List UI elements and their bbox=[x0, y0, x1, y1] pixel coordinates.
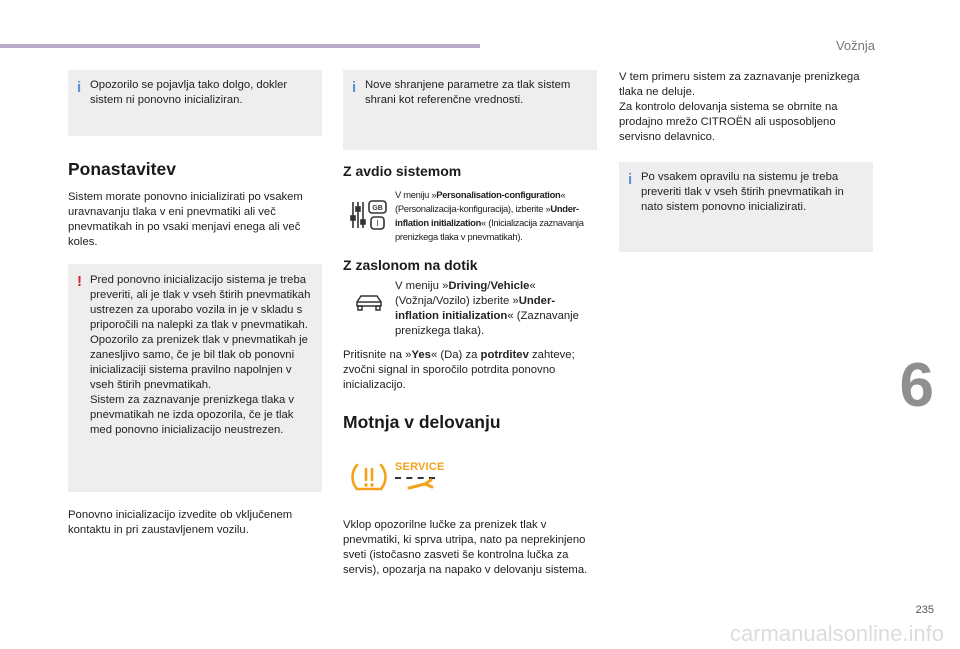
column-1 bbox=[68, 70, 322, 538]
column-2 bbox=[343, 70, 597, 578]
page-number: 235 bbox=[915, 604, 934, 616]
car-icon bbox=[343, 279, 395, 313]
note-text: Po vsakem opravilu na sistemu je treba preveriti tlak v vseh štirih pnevmatikah in nato sistem ponovno inicializirati. bbox=[641, 171, 844, 213]
audio-controls-icon bbox=[343, 188, 395, 232]
info-note bbox=[619, 162, 873, 252]
info-icon: i bbox=[628, 171, 633, 188]
service-warning-icon bbox=[395, 460, 445, 494]
paragraph: Sistem morate ponovno inicializirati po vsakem uravnavanju tlaka v eni pnevmatiki ali več pnevmatikah in po vsaki menjavi enega ali več koles. bbox=[68, 191, 303, 248]
warning-lights bbox=[349, 460, 597, 500]
note-text: Nove shranjene parametre za tlak sistem shrani kot referenčne vrednosti. bbox=[365, 79, 571, 106]
touch-instruction-text: V meniju »Driving/Vehicle« (Vožnja/Vozilo) izberite »Under-inflation initialization« (Zaznavanje prenizkega tlaka). bbox=[395, 280, 579, 337]
info-note bbox=[68, 70, 322, 136]
section-heading: Ponastavitev bbox=[68, 159, 176, 179]
section-heading-audio: Z avdio sistemom bbox=[343, 163, 462, 179]
paragraph: Ponovno inicializacijo izvedite ob vključenem kontaktu in pri zaustavljenem vozilu. bbox=[68, 509, 293, 536]
audio-instruction bbox=[343, 188, 597, 244]
column-3 bbox=[619, 70, 873, 252]
section-heading-touch: Z zaslonom na dotik bbox=[343, 257, 478, 273]
svg-text:I: I bbox=[376, 219, 379, 228]
section-heading-fault: Motnja v delovanju bbox=[343, 412, 501, 432]
confirm-paragraph: Pritisnite na »Yes« (Da) za potrditev zahteve; zvočni signal in sporočilo potrdita ponovno inicializacijo. bbox=[343, 349, 575, 391]
note-text: Opozorilo se pojavlja tako dolgo, dokler sistem ni ponovno inicializiran. bbox=[90, 79, 288, 106]
header-title: Vožnja bbox=[835, 38, 875, 53]
info-icon: i bbox=[352, 79, 357, 96]
svg-text:GB: GB bbox=[372, 205, 383, 212]
warning-icon: ! bbox=[77, 273, 82, 290]
info-note bbox=[343, 70, 597, 150]
audio-instruction-text: V meniju »Personalisation-configuration« (Personalizacija-konfiguracija), izberite »Under-inflation initialization« (Inicializacija zaznavanja prenizkega tlaka v pnevmatikah). bbox=[395, 189, 584, 242]
tyre-pressure-warning-icon bbox=[349, 460, 389, 494]
paragraph: V tem primeru sistem za zaznavanje prenizkega tlaka ne deluje. Za kontrolo delovanja sistema se obrnite na prodajno mrežo CITROËN ali usposobljeno servisno delavnico. bbox=[619, 71, 860, 143]
fault-paragraph: Vklop opozorilne lučke za prenizek tlak v pnevmatiki, ki sprva utripa, nato pa neprekinjeno sveti (istočasno zasveti še kontrolna lučka za servis), opozarja na napako v delovanju sistema. bbox=[343, 519, 588, 576]
chapter-number: 6 bbox=[899, 351, 934, 420]
header-accent-bar bbox=[0, 44, 480, 48]
info-icon: i bbox=[77, 79, 82, 96]
touch-instruction bbox=[343, 279, 597, 339]
warning-note bbox=[68, 264, 322, 492]
watermark: carmanualsonline.info bbox=[729, 621, 944, 646]
service-label: SERVICE bbox=[395, 461, 445, 473]
warning-text: Pred ponovno inicializacijo sistema je treba preveriti, ali je tlak v vseh štirih pnevmatikah ustrezen za uporabo vozila in je v skladu s priporočili na nalepki za tlak v pnevmatikah. Opozorilo za prenizek tlak v pnevmatikah je zanesljivo samo, če je bil tlak ob ponovni inicializaciji sistema pravilno napolnjen v vseh štirih pnevmatikah. Sistem za zaznavanje prenizkega tlaka v pnevmatikah ne izda opozorila, če je tlak med ponovno inicializacijo neustrezen. bbox=[90, 274, 311, 436]
